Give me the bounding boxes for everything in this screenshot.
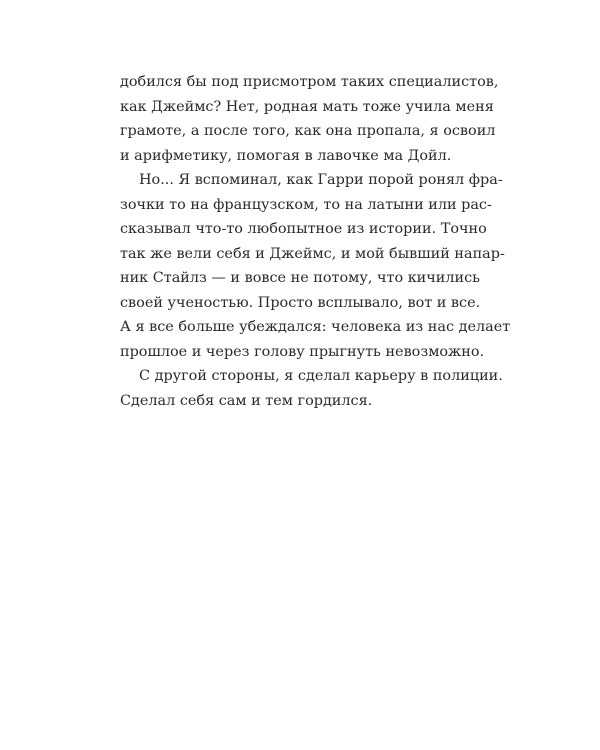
text-line: С другой стороны, я сделал карьеру в полиции. (139, 368, 503, 384)
text-line: Сделал себя сам и тем гордился. (120, 392, 373, 409)
paragraph-2 (120, 168, 511, 364)
body-text (120, 70, 511, 413)
text-line: Но... Я вспоминал, как Гарри порой ронял фра- (139, 172, 503, 188)
text-line: и арифметику, помогая в лавочке ма Дойл. (120, 147, 452, 164)
text-line: прошлое и через голову прыгнуть невозможно. (120, 343, 485, 360)
text-line: ник Стайлз — и вовсе не потому, что кичились (120, 270, 481, 286)
text-line: добился бы под присмотром таких специалистов, (120, 74, 499, 90)
text-line: А я все больше убеждался: человека из нас делает (120, 319, 511, 335)
paragraph-3 (120, 364, 503, 413)
text-line: своей ученостью. Просто всплывало, вот и все. (120, 294, 481, 311)
text-line: зочки то на французском, то на латыни или рас- (120, 196, 492, 213)
text-line: сказывал что-то любопытное из истории. Точно (120, 221, 487, 237)
paragraph-1 (120, 70, 499, 168)
text-line: грамоте, а после того, как она пропала, я освоил (120, 123, 496, 139)
text-line: так же вели себя и Джеймс, и мой бывший напар- (120, 245, 505, 262)
text-line: как Джеймс? Нет, родная мать тоже учила меня (120, 98, 494, 115)
